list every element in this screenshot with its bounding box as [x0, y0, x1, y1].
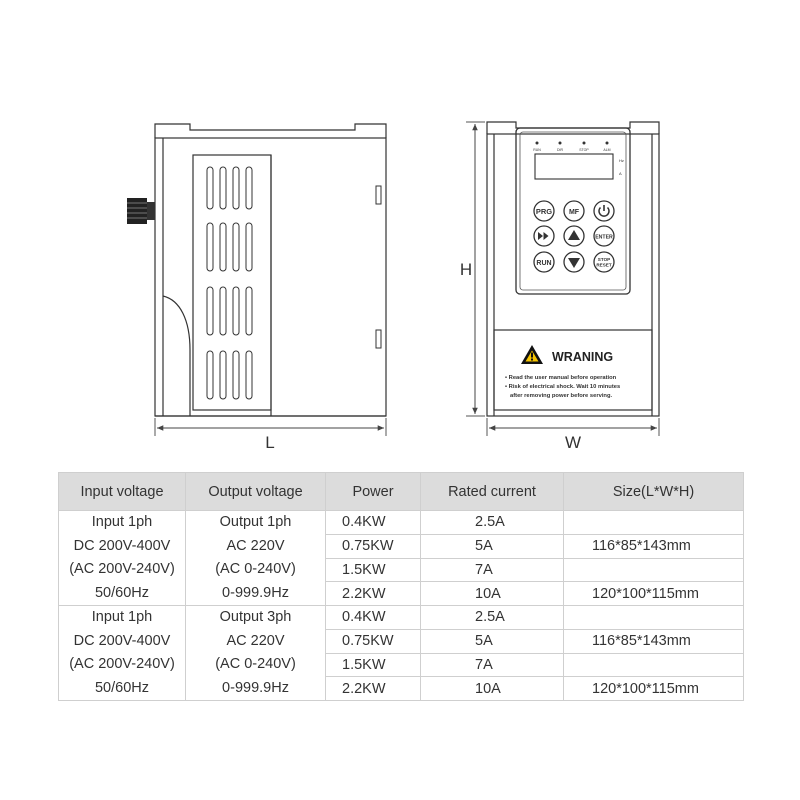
current-cell: 7A: [421, 653, 564, 677]
led-label-dir: DIR: [556, 148, 564, 152]
power-cell: 0.75KW: [326, 629, 421, 653]
dimension-w: [487, 418, 659, 452]
input-line: DC 200V-400V: [73, 537, 171, 554]
spec-table: [58, 472, 744, 701]
warning-line-1: • Read the user manual before operation: [505, 375, 617, 381]
size-cell: [564, 653, 744, 677]
warning-line-3: after removing power before serving.: [510, 393, 613, 399]
dimension-h: [460, 122, 485, 416]
led-label-run: RUN: [533, 148, 541, 152]
spec-table-header: [59, 473, 744, 511]
warning-label: [505, 345, 620, 399]
output-line: (AC 0-240V): [215, 561, 296, 577]
input-line: 50/60Hz: [94, 679, 149, 696]
header-power: Power: [326, 473, 421, 511]
power-cell: 1.5KW: [326, 653, 421, 677]
side-view: [155, 124, 386, 416]
lcd-display: [535, 154, 613, 179]
warning-line-2: • Risk of electrical shock. Wait 10 minutes: [505, 384, 621, 390]
led-label-stop: STOP: [579, 148, 589, 152]
key-mf-label: MF: [568, 209, 580, 216]
display-unit-a: A: [619, 171, 622, 176]
output-line: 0-999.9Hz: [222, 584, 289, 601]
current-cell: 10A: [421, 677, 564, 701]
size-cell: [564, 558, 744, 582]
spec-table-body: [59, 511, 744, 701]
key-up[interactable]: [564, 226, 584, 246]
key-reset-label: RESET: [596, 262, 612, 268]
input-line: (AC 200V-240V): [69, 561, 175, 577]
key-shift[interactable]: [534, 226, 554, 246]
header-rated-current: Rated current: [421, 473, 564, 511]
size-cell: 116*85*143mm: [564, 534, 744, 558]
output-line: (AC 0-240V): [215, 656, 296, 672]
input-line: Input 1ph: [91, 514, 153, 530]
output-voltage-cell: [186, 511, 326, 606]
input-line: Input 1ph: [91, 609, 153, 625]
current-cell: 5A: [421, 629, 564, 653]
power-cell: 0.4KW: [326, 511, 421, 535]
key-mf[interactable]: [564, 201, 584, 221]
key-run[interactable]: [534, 252, 554, 272]
size-cell: [564, 511, 744, 535]
key-prg[interactable]: [534, 201, 554, 221]
header-input-voltage: Input voltage: [59, 473, 186, 511]
output-line: Output 1ph: [219, 514, 292, 530]
power-cell: 0.4KW: [326, 606, 421, 630]
current-cell: 7A: [421, 558, 564, 582]
key-stop-label: STOP: [597, 257, 611, 262]
key-power[interactable]: [594, 201, 614, 221]
dimension-l-label: L: [265, 433, 275, 452]
key-stop-reset[interactable]: [594, 252, 614, 272]
output-line: Output 3ph: [219, 609, 292, 625]
dimension-l: [155, 418, 386, 452]
key-enter-label: ENTER: [595, 234, 613, 241]
power-cell: 0.75KW: [326, 534, 421, 558]
key-prg-label: PRG: [535, 207, 553, 216]
power-cell: 2.2KW: [326, 677, 421, 701]
output-line: AC 220V: [226, 632, 285, 649]
key-down[interactable]: [564, 252, 584, 272]
output-voltage-cell: [186, 606, 326, 701]
table-row: [59, 606, 744, 630]
display-unit-hz: Hz: [619, 158, 624, 163]
header-size: Size(L*W*H): [564, 473, 744, 511]
current-cell: 10A: [421, 582, 564, 606]
key-run-label: RUN: [536, 260, 552, 267]
dimension-h-label: H: [459, 260, 473, 279]
warning-title: WRANING: [552, 350, 614, 364]
led-label-alm: ALM: [603, 148, 611, 152]
input-voltage-cell: [59, 606, 186, 701]
warning-triangle-icon: [521, 345, 543, 364]
power-cell: 2.2KW: [326, 582, 421, 606]
dimension-w-label: W: [564, 433, 582, 452]
current-cell: 2.5A: [421, 511, 564, 535]
input-voltage-cell: [59, 511, 186, 606]
table-row: [59, 511, 744, 535]
input-line: 50/60Hz: [94, 584, 149, 601]
output-line: AC 220V: [226, 537, 285, 554]
potentiometer-knob-icon: [127, 198, 155, 224]
header-output-voltage: Output voltage: [186, 473, 326, 511]
size-cell: 120*100*115mm: [564, 582, 744, 606]
input-line: (AC 200V-240V): [69, 656, 175, 672]
current-cell: 2.5A: [421, 606, 564, 630]
power-cell: 1.5KW: [326, 558, 421, 582]
size-cell: 116*85*143mm: [564, 629, 744, 653]
input-line: DC 200V-400V: [73, 632, 171, 649]
size-cell: 120*100*115mm: [564, 677, 744, 701]
current-cell: 5A: [421, 534, 564, 558]
output-line: 0-999.9Hz: [222, 679, 289, 696]
size-cell: [564, 606, 744, 630]
key-enter[interactable]: [594, 226, 614, 246]
